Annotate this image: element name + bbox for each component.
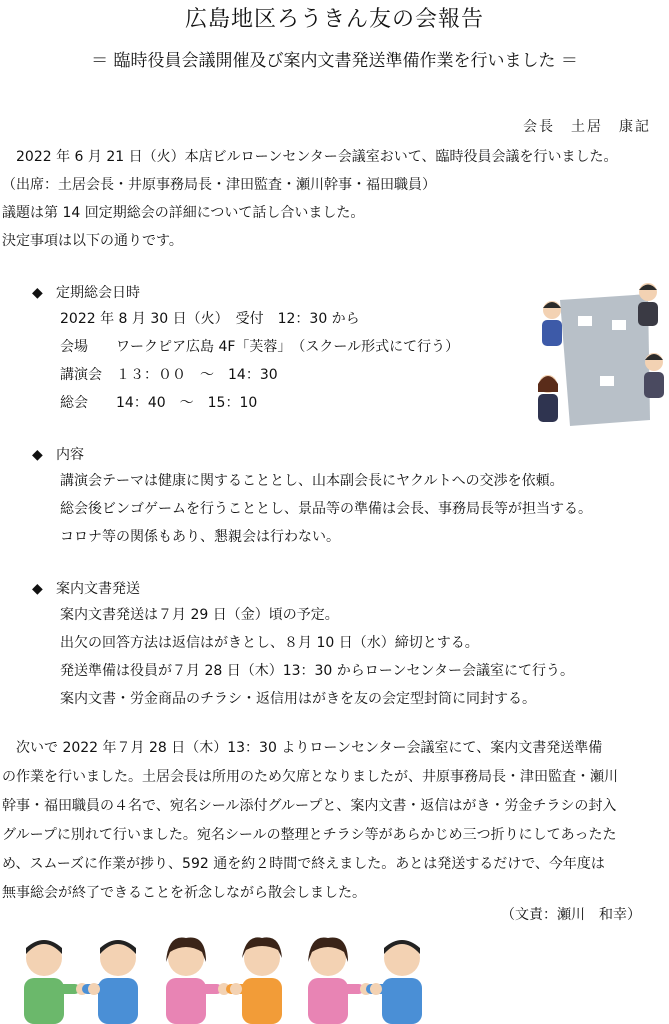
mailing-line: 出欠の回答方法は返信はがきとし、８月 10 日（水）締切とする。 bbox=[60, 635, 479, 651]
page-subtitle: ＝ 臨時役員会議開催及び案内文書発送準備作業を行いました ＝ bbox=[91, 51, 578, 71]
schedule-line: 総会 14：40 ～ 15：10 bbox=[60, 395, 258, 411]
section-heading-schedule: ◆ 定期総会日時 bbox=[32, 285, 140, 301]
author-line: 会長 土居 康記 bbox=[523, 119, 651, 135]
schedule-line: 2022 年 8 月 30 日（火） 受付 12：30 から bbox=[60, 311, 360, 327]
diamond-bullet-icon: ◆ bbox=[32, 447, 43, 463]
credit-line: （文責：瀬川 和幸） bbox=[501, 907, 641, 923]
intro-line: 2022 年 6 月 21 日（火）本店ビルローンセンター会議室おいて、臨時役員会議を行いました。 bbox=[2, 149, 618, 165]
intro-line: 議題は第 14 回定期総会の詳細について話し合いました。 bbox=[2, 205, 365, 221]
content-line: 講演会テーマは健康に関することとし、山本副会長にヤクルトへの交渉を依頼。 bbox=[60, 473, 564, 489]
diamond-bullet-icon: ◆ bbox=[32, 581, 43, 597]
content-line: コロナ等の関係もあり、懇親会は行わない。 bbox=[60, 529, 340, 545]
mailing-line: 案内文書発送は７月 29 日（金）頃の予定。 bbox=[60, 607, 339, 623]
closing-paragraph: 次いで 2022 年７月 28 日（木）13：30 よりローンセンター会議室にて、案内文書発送準備 の作業を行いました。土居会長は所用のため欠席となりましたが、井原事務局長・津田監査・瀬川 幹事・福田職員の４名で、宛名シール添付グループと、案内文書・返信はがき・労金チラシの封入 グループに別れて行いました。宛名シールの整理とチラシ等があらかじめ三つ折りにしてあったた め、スムーズに作業が捗り、592 通を約２時間で終えました。あとは発送するだけで、今年度は 無事総会が終了できることを祈念しながら散会しました。 bbox=[2, 740, 618, 901]
intro-line: （出席：土居会長・井原事務局長・津田監査・瀬川幹事・福田職員） bbox=[2, 177, 436, 193]
mailing-line: 発送準備は役員が７月 28 日（木）13：30 からローンセンター会議室にて行う。 bbox=[60, 663, 574, 679]
mailing-line: 案内文書・労金商品のチラシ・返信用はがきを友の会定型封筒に同封する。 bbox=[60, 691, 536, 707]
fist-bump-group-illustration bbox=[10, 928, 430, 1024]
schedule-line: 講演会 １３：００ ～ 14：30 bbox=[60, 367, 278, 383]
section-heading-content: ◆ 内容 bbox=[32, 447, 84, 463]
diamond-bullet-icon: ◆ bbox=[32, 285, 43, 301]
section-heading-mailing: ◆ 案内文書発送 bbox=[32, 581, 140, 597]
schedule-line: 会場 ワークピア広島 4F「芙蓉」 （スクール形式にて行う） bbox=[60, 339, 460, 355]
page-title: 広島地区ろうきん友の会報告 bbox=[184, 7, 484, 32]
content-line: 総会後ビンゴゲームを行うこととし、景品等の準備は会長、事務局長等が担当する。 bbox=[60, 501, 592, 517]
meeting-table-illustration bbox=[530, 280, 668, 430]
intro-line: 決定事項は以下の通りです。 bbox=[2, 233, 183, 249]
